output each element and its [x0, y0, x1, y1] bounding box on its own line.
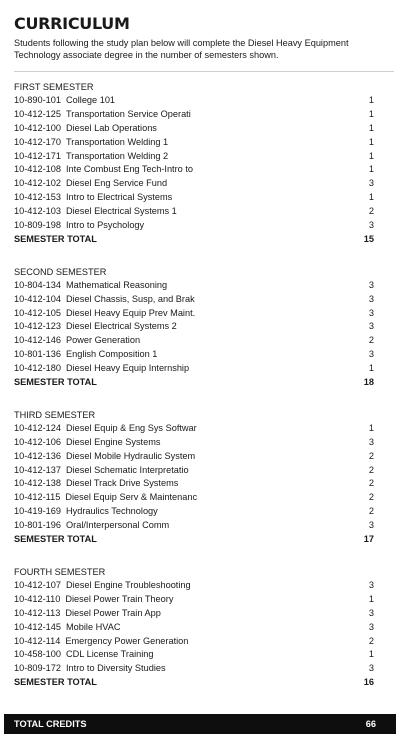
semester-title: THIRD SEMESTER: [14, 409, 96, 420]
course-row: [14, 94, 394, 108]
semester-total-value: 16: [363, 677, 374, 688]
course-credits: 1: [368, 422, 374, 433]
course-code: 10-412-113: [14, 607, 61, 618]
course-credits: 2: [368, 506, 374, 517]
course-code: 10-412-124: [14, 422, 61, 433]
course-credits: 3: [368, 436, 374, 447]
course-code: 10-412-138: [14, 478, 61, 489]
course-credits: 1: [368, 95, 374, 105]
course-name: Emergency Power Generation: [65, 635, 189, 646]
course-credits: 3: [368, 607, 374, 618]
course-credits: 2: [368, 492, 374, 503]
semester-title: SECOND SEMESTER: [14, 266, 107, 277]
course-credits: 1: [368, 363, 374, 374]
course-name: Intro to Diversity Studies: [66, 663, 166, 674]
course-credits: 3: [368, 663, 374, 674]
course-credits: 3: [368, 220, 374, 231]
course-row: [14, 621, 394, 635]
course-row: [14, 163, 394, 177]
course-code: 10-412-146: [14, 335, 61, 346]
course-row: [14, 136, 394, 150]
course-credits: 3: [368, 293, 374, 304]
course-credits: 3: [368, 178, 374, 189]
course-row: [14, 519, 394, 533]
course-name: Diesel Engine Troubleshooting: [66, 579, 191, 590]
course-credits: 1: [368, 164, 374, 175]
course-row: [14, 648, 394, 662]
course-credits: 2: [368, 635, 374, 646]
course-row: [14, 307, 394, 321]
course-code: 10-412-103: [14, 206, 61, 217]
course-row: [14, 334, 394, 348]
course-name: Diesel Track Drive Systems: [66, 478, 179, 489]
course-code: 10-809-198: [14, 220, 61, 231]
course-name: Diesel Chassis, Susp, and Brak: [66, 293, 195, 304]
course-code: 10-412-110: [14, 593, 61, 604]
semester-section: [14, 267, 394, 390]
course-code: 10-801-196: [14, 520, 61, 531]
semester-total-label: SEMESTER TOTAL: [14, 377, 97, 388]
course-name: Diesel Heavy Equip Internship: [66, 363, 190, 374]
course-row: [14, 607, 394, 621]
course-code: 10-412-102: [14, 178, 61, 189]
course-credits: 2: [368, 478, 374, 489]
semester-section: [14, 567, 394, 690]
course-credits: 3: [368, 520, 374, 531]
course-row: [14, 362, 394, 376]
course-credits: 1: [368, 150, 374, 161]
course-name: Diesel Electrical Systems 1: [66, 206, 177, 217]
course-name: Diesel Schematic Interpretatio: [66, 464, 189, 475]
course-row: [14, 593, 394, 607]
course-credits: 3: [368, 321, 374, 332]
course-name: Diesel Power Train Theory: [65, 593, 174, 604]
course-code: 10-412-115: [14, 492, 61, 503]
course-code: 10-412-171: [14, 150, 61, 161]
course-name: Diesel Mobile Hydraulic System: [66, 450, 196, 461]
semester-total-row: [14, 676, 394, 690]
course-code: 10-412-170: [14, 136, 61, 147]
semester-total-label: SEMESTER TOTAL: [14, 233, 97, 244]
course-code: 10-804-134: [14, 279, 61, 290]
semester-section: [14, 410, 394, 547]
total-credits-bar: [4, 714, 396, 734]
course-code: 10-412-108: [14, 164, 61, 175]
course-name: Mobile HVAC: [66, 621, 121, 632]
course-credits: 2: [368, 335, 374, 346]
course-name: Diesel Equip Serv & Maintenanc: [65, 492, 198, 503]
semester-total-value: 18: [363, 377, 374, 388]
semester-total-value: 17: [363, 534, 374, 545]
course-credits: 1: [368, 122, 374, 133]
semester-total-row: [14, 376, 394, 390]
course-row: [14, 477, 394, 491]
course-credits: 2: [368, 206, 374, 217]
section-spacer: [14, 247, 394, 267]
course-name: Hydraulics Technology: [66, 506, 158, 517]
course-name: Intro to Psychology: [66, 220, 145, 231]
course-name: CDL License Training: [66, 649, 154, 660]
course-credits: 3: [368, 279, 374, 290]
course-code: 10-801-136: [14, 349, 61, 360]
semester-section: [14, 82, 394, 247]
course-credits: 3: [368, 349, 374, 360]
course-credits: 1: [368, 108, 374, 119]
course-name: Power Generation: [66, 335, 141, 346]
course-row: [14, 108, 394, 122]
course-name: Diesel Lab Operations: [66, 122, 157, 133]
course-row: [14, 279, 394, 293]
course-row: [14, 293, 394, 307]
semester-total-row: [14, 533, 394, 547]
course-credits: 1: [368, 136, 374, 147]
course-row: [14, 635, 394, 649]
course-code: 10-412-125: [14, 108, 61, 119]
course-code: 10-412-123: [14, 321, 61, 332]
semester-title: FOURTH SEMESTER: [14, 566, 106, 577]
course-row: [14, 505, 394, 519]
course-credits: 3: [368, 307, 374, 318]
course-name: Oral/Interpersonal Comm: [66, 520, 170, 531]
course-code: 10-412-107: [14, 579, 61, 590]
course-name: College 101: [66, 95, 116, 105]
course-name: Diesel Power Train App: [65, 607, 161, 618]
course-credits: 1: [368, 649, 374, 660]
course-credits: 1: [368, 192, 374, 203]
course-row: [14, 320, 394, 334]
course-code: 10-412-106: [14, 436, 61, 447]
semester-total-label: SEMESTER TOTAL: [14, 677, 97, 688]
course-row: [14, 122, 394, 136]
course-code: 10-890-101: [14, 95, 61, 105]
course-code: 10-412-153: [14, 192, 61, 203]
course-name: Diesel Engine Systems: [66, 436, 161, 447]
course-row: [14, 219, 394, 233]
course-name: Diesel Electrical Systems 2: [66, 321, 177, 332]
course-code: 10-412-180: [14, 363, 61, 374]
course-credits: 2: [368, 464, 374, 475]
course-row: [14, 436, 394, 450]
course-code: 10-412-105: [14, 307, 61, 318]
course-name: Transportation Welding 1: [66, 136, 169, 147]
course-row: [14, 177, 394, 191]
course-code: 10-412-137: [14, 464, 61, 475]
course-row: [14, 450, 394, 464]
course-credits: 1: [368, 593, 374, 604]
course-code: 10-412-114: [14, 635, 61, 646]
course-credits: 3: [368, 621, 374, 632]
page-title: CURRICULUM: [14, 14, 130, 33]
course-code: 10-412-145: [14, 621, 61, 632]
course-name: Transportation Service Operati: [66, 108, 191, 119]
course-credits: 2: [368, 450, 374, 461]
course-name: Mathematical Reasoning: [66, 279, 168, 290]
course-code: 10-412-104: [14, 293, 61, 304]
course-name: Diesel Heavy Equip Prev Maint.: [66, 307, 196, 318]
semester-title: FIRST SEMESTER: [14, 82, 94, 92]
course-name: Transportation Welding 2: [66, 150, 169, 161]
course-name: Inte Combust Eng Tech-Intro to: [66, 164, 193, 175]
course-credits: 3: [368, 579, 374, 590]
course-code: 10-412-100: [14, 122, 61, 133]
total-credits-label: TOTAL CREDITS: [14, 719, 87, 729]
course-row: [14, 579, 394, 593]
course-name: English Composition 1: [66, 349, 158, 360]
course-name: Intro to Electrical Systems: [66, 192, 173, 203]
course-row: [14, 150, 394, 164]
course-row: [14, 464, 394, 478]
semester-total-label: SEMESTER TOTAL: [14, 534, 97, 545]
intro-text: Students following the study plan below will complete the Diesel Heavy Equipment Technology associate degree in the number of semesters shown.: [14, 38, 349, 60]
course-code: 10-412-136: [14, 450, 61, 461]
course-row: [14, 205, 394, 219]
course-code: 10-419-169: [14, 506, 61, 517]
course-row: [14, 422, 394, 436]
course-row: [14, 491, 394, 505]
total-credits-value: 66: [365, 719, 376, 729]
course-code: 10-809-172: [14, 663, 61, 674]
semester-total-value: 15: [363, 233, 374, 244]
course-row: [14, 348, 394, 362]
section-spacer: [14, 547, 394, 567]
semester-list: [14, 82, 394, 690]
curriculum-page: [14, 14, 394, 690]
course-row: [14, 662, 394, 676]
course-name: Diesel Equip & Eng Sys Softwar: [66, 422, 197, 433]
semester-total-row: [14, 233, 394, 247]
divider: [14, 71, 394, 72]
section-spacer: [14, 390, 394, 410]
course-row: [14, 191, 394, 205]
course-name: Diesel Eng Service Fund: [66, 178, 168, 189]
course-code: 10-458-100: [14, 649, 61, 660]
